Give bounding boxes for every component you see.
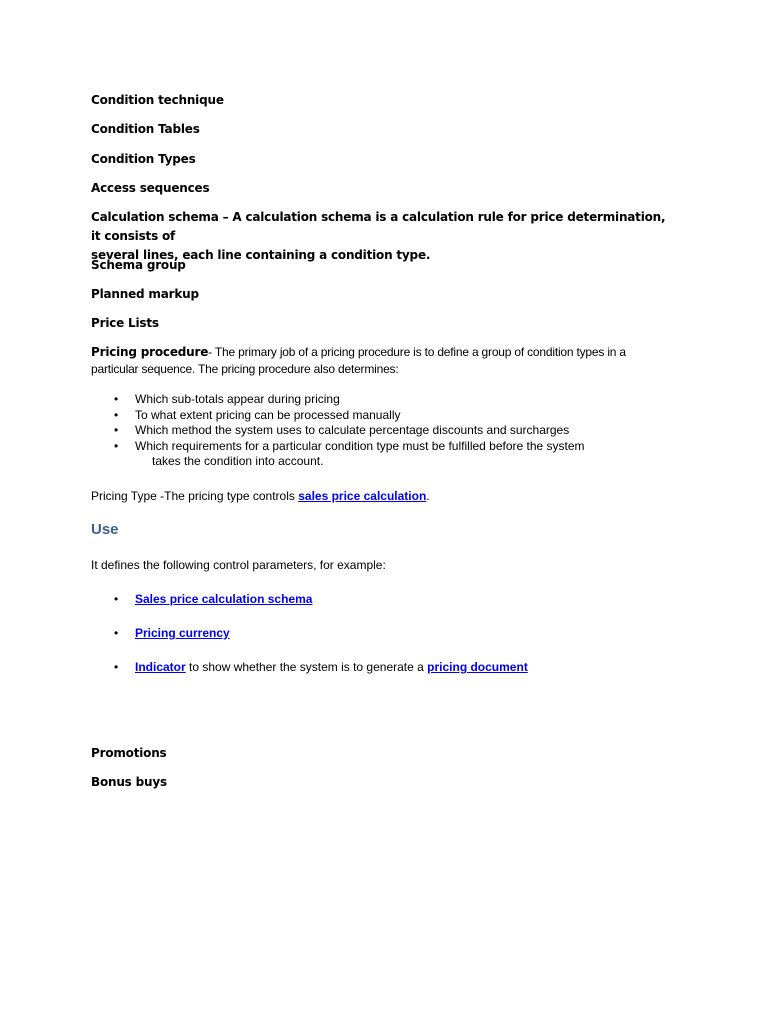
indicator-link[interactable]: Indicator (135, 660, 186, 674)
term-condition-technique: Condition technique (91, 93, 224, 107)
pricing-type-suffix: . (426, 489, 430, 503)
pricing-procedure-title: Pricing procedure (91, 345, 209, 359)
calculation-schema-desc-1: – A calculation schema is a calculation rule for price determination, it consists of (91, 210, 666, 243)
pricing-procedure-desc-1: - The primary job of a pricing procedure is to define a group of condition types in a (208, 345, 626, 359)
list-item-text: To what extent pricing can be processed manually (135, 407, 401, 422)
term-price-lists: Price Lists (91, 316, 159, 330)
pricing-document-link[interactable]: pricing document (427, 660, 528, 674)
term-condition-tables: Condition Tables (91, 122, 200, 136)
use-intro: It defines the following control parameters, for example: (91, 558, 386, 572)
list-item (91, 392, 585, 408)
pricing-procedure-desc-2: particular sequence. The pricing procedure also determines: (91, 362, 399, 376)
list-item-text: Which sub-totals appear during pricing (135, 392, 340, 406)
list-item (91, 423, 585, 439)
pricing-procedure-list (91, 392, 585, 470)
list-item-text: Which requirements for a particular condition type must be fulfilled before the system (135, 438, 585, 453)
term-schema-group: Schema group (91, 258, 186, 272)
list-item (91, 659, 528, 675)
term-condition-types: Condition Types (91, 152, 196, 166)
sales-price-calculation-link[interactable]: sales price calculation (298, 489, 427, 503)
pricing-type-paragraph (91, 488, 430, 504)
bullet-icon: • (114, 392, 119, 406)
list-item (91, 625, 230, 641)
pricing-currency-link[interactable]: Pricing currency (135, 626, 230, 640)
use-heading: Use (91, 521, 119, 538)
bullet-icon: • (114, 660, 119, 674)
bullet-icon: • (114, 438, 119, 453)
list-item (91, 408, 585, 424)
list-item-text: Which method the system uses to calculate percentage discounts and surcharges (135, 423, 570, 437)
list-item (91, 591, 313, 607)
bullet-icon: • (114, 626, 119, 640)
pricing-procedure-paragraph (91, 344, 671, 378)
bullet-icon: • (114, 407, 119, 422)
term-bonus-buys: Bonus buys (91, 775, 167, 789)
pricing-type-prefix: Pricing Type -The pricing type controls (91, 489, 299, 503)
list-item (91, 439, 585, 470)
list-item-continuation: takes the condition into account. (152, 454, 324, 468)
term-access-sequences: Access sequences (91, 181, 210, 195)
term-planned-markup: Planned markup (91, 287, 199, 301)
calculation-schema-title: Calculation schema (91, 210, 219, 224)
sales-price-calculation-schema-link[interactable]: Sales price calculation schema (135, 592, 313, 606)
calculation-schema-desc-2: several lines, each line containing a condition type. (91, 248, 431, 262)
bullet-icon: • (114, 423, 119, 437)
term-promotions: Promotions (91, 746, 167, 760)
indicator-description: to show whether the system is to generate a (185, 660, 428, 674)
bullet-icon: • (114, 592, 119, 606)
